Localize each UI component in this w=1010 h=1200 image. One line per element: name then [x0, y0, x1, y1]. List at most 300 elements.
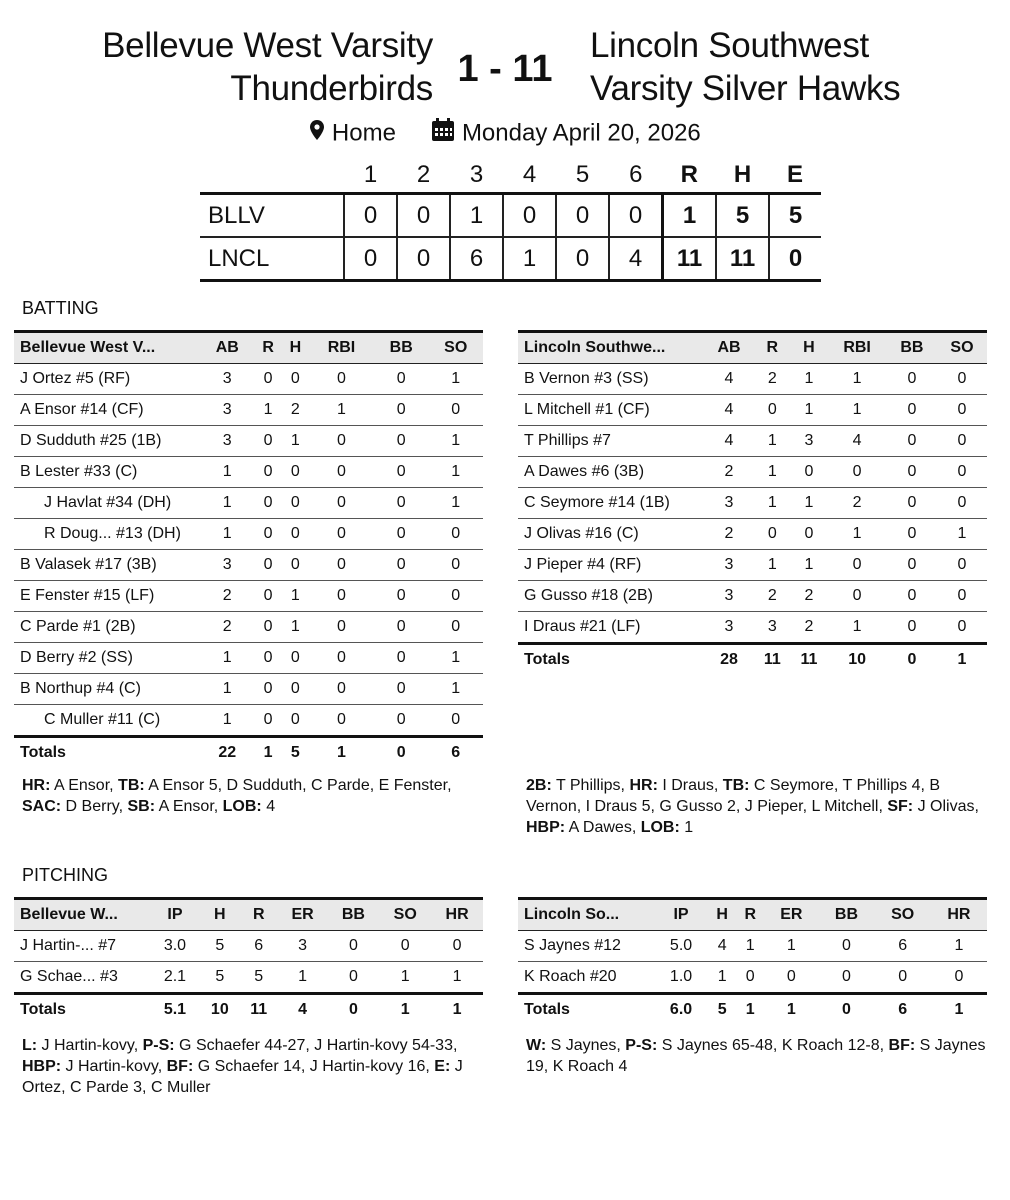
note-text: I Draus, [657, 777, 723, 794]
note-text: A Ensor, [50, 777, 119, 794]
totals-value: 5.1 [150, 994, 200, 1026]
away-team-line2: Thunderbirds [230, 69, 433, 108]
pitcher-row [14, 962, 483, 994]
home-team-line1: Lincoln Southwest [590, 26, 869, 65]
stat-value: 0 [282, 643, 309, 674]
inning-score: 0 [556, 194, 609, 238]
batter-row [14, 612, 483, 643]
note-key: HR: [22, 777, 51, 794]
stat-value: 0 [428, 581, 483, 612]
stat-value: 0 [379, 931, 431, 962]
stat-value: 4 [827, 426, 887, 457]
team-abbrev: BLLV [200, 194, 344, 238]
inning-score: 0 [397, 237, 450, 281]
stat-value: 5 [200, 931, 240, 962]
away-team-name [102, 24, 433, 110]
stat-value: 0 [374, 395, 428, 426]
stat-value: 0 [764, 962, 818, 994]
stat-value: 3 [704, 488, 754, 519]
note-text: S Jaynes 19, K Roach 4 [526, 1037, 986, 1075]
stat-value: 0 [254, 705, 281, 737]
stat-value: 0 [818, 962, 874, 994]
stat-value: 0 [309, 674, 374, 705]
stat-value: 0 [282, 550, 309, 581]
note-text: 4 [261, 798, 276, 815]
player-name: J Hartin-... #7 [14, 931, 150, 962]
note-key: BF: [166, 1058, 194, 1075]
stat-value: 0 [431, 931, 483, 962]
runs-total: 11 [663, 237, 717, 281]
stat-value: 0 [309, 457, 374, 488]
stat-value: 0 [937, 395, 987, 426]
totals-value: 5 [708, 994, 736, 1026]
stat-value: 3 [200, 395, 254, 426]
totals-value: 22 [200, 737, 254, 769]
totals-value: 0 [374, 737, 428, 769]
player-name: B Valasek #17 (3B) [14, 550, 200, 581]
note-key: P-S: [142, 1037, 175, 1054]
stat-value: 3 [704, 550, 754, 581]
stat-value: 1 [708, 962, 736, 994]
batter-row [14, 488, 483, 519]
stat-value: 0 [374, 488, 428, 519]
stat-value: 1.0 [654, 962, 708, 994]
column-header: IP [150, 899, 200, 931]
totals-label: Totals [14, 994, 150, 1026]
inning-score: 1 [503, 237, 556, 281]
errors-total: 0 [769, 237, 821, 281]
column-header: SO [379, 899, 431, 931]
batter-row [518, 550, 987, 581]
stat-value: 0 [827, 581, 887, 612]
note-text: C Seymore, T Phillips 4, B Vernon, I Draus 5, G Gusso 2, J Pieper, L Mitchell, [526, 777, 941, 815]
stat-value: 1 [754, 488, 791, 519]
stat-value: 1 [428, 674, 483, 705]
team-name-header: Lincoln So... [518, 899, 654, 931]
stat-value: 0 [937, 612, 987, 644]
stat-value: 0 [428, 705, 483, 737]
note-text: A Dawes, [565, 819, 641, 836]
stat-value: 1 [428, 488, 483, 519]
stat-value: 0 [374, 457, 428, 488]
column-header: SO [875, 899, 931, 931]
totals-value: 1 [379, 994, 431, 1026]
stat-value: 0 [887, 550, 937, 581]
batter-row [14, 705, 483, 737]
totals-value: 11 [240, 994, 278, 1026]
stat-value: 0 [254, 426, 281, 457]
batter-row [14, 519, 483, 550]
inning-score: 6 [450, 237, 503, 281]
column-header: SO [937, 332, 987, 364]
batter-row [518, 581, 987, 612]
column-header: R [254, 332, 281, 364]
note-key: SAC: [22, 798, 62, 815]
column-header: AB [200, 332, 254, 364]
batter-row [14, 581, 483, 612]
team-name-header: Lincoln Southwe... [518, 332, 704, 364]
stat-value: 3 [791, 426, 828, 457]
inning-header: 6 [629, 161, 643, 188]
stat-value: 0 [254, 519, 281, 550]
inning-score: 0 [503, 194, 556, 238]
totals-value: 0 [328, 994, 380, 1026]
stat-value: 0 [374, 581, 428, 612]
inning-header: 2 [416, 161, 431, 188]
stat-value: 0 [254, 643, 281, 674]
totals-row [518, 644, 987, 676]
note-text: J Olivas, [913, 798, 979, 815]
stat-value: 0 [309, 643, 374, 674]
pitching-table-away [14, 897, 483, 1025]
stat-value: 3 [200, 426, 254, 457]
player-name: J Pieper #4 (RF) [518, 550, 704, 581]
batter-row [14, 364, 483, 395]
game-date: Monday April 20, 2026 [461, 119, 701, 147]
player-name: B Vernon #3 (SS) [518, 364, 704, 395]
stat-value: 1 [200, 457, 254, 488]
note-text: J Ortez, C Parde 3, C Muller [22, 1058, 463, 1096]
note-text: S Jaynes, [546, 1037, 626, 1054]
totals-value: 6.0 [654, 994, 708, 1026]
column-header: R [736, 899, 764, 931]
team-name-header: Bellevue W... [14, 899, 150, 931]
column-header: IP [654, 899, 708, 931]
note-text: J Hartin-kovy, [37, 1037, 143, 1054]
totals-value: 10 [827, 644, 887, 676]
batter-row [14, 643, 483, 674]
batter-row [518, 488, 987, 519]
stat-value: 0 [309, 426, 374, 457]
note-text: G Schaefer 44-27, J Hartin-kovy 54-33, [174, 1037, 458, 1054]
stat-value: 1 [428, 364, 483, 395]
column-header: H [791, 332, 828, 364]
totals-value: 0 [818, 994, 874, 1026]
stat-value: 1 [282, 581, 309, 612]
stat-value: 5 [240, 962, 278, 994]
game-meta [0, 118, 1010, 149]
stat-value: 0 [887, 457, 937, 488]
batting-table-away [14, 330, 483, 768]
note-key: BF: [888, 1037, 916, 1054]
player-name: G Schae... #3 [14, 962, 150, 994]
column-header: ER [764, 899, 818, 931]
totals-label: Totals [518, 644, 704, 676]
pitching-section-title: PITCHING [22, 865, 109, 885]
note-key: W: [526, 1037, 547, 1054]
stat-value: 0 [254, 550, 281, 581]
stat-value: 0 [754, 395, 791, 426]
stat-value: 0 [374, 612, 428, 643]
batter-row [518, 612, 987, 644]
stat-value: 2 [200, 612, 254, 643]
stat-value: 3 [704, 581, 754, 612]
stat-value: 0 [254, 364, 281, 395]
column-header: ER [278, 899, 328, 931]
player-name: A Ensor #14 (CF) [14, 395, 200, 426]
totals-value: 1 [931, 994, 987, 1026]
inning-header: 4 [522, 161, 537, 188]
stat-value: 1 [827, 395, 887, 426]
column-header: H [708, 899, 736, 931]
pitching-notes-home [526, 1035, 991, 1077]
player-name: T Phillips #7 [518, 426, 704, 457]
stat-value: 6 [875, 931, 931, 962]
stat-value: 0 [282, 364, 309, 395]
stat-value: 1 [282, 426, 309, 457]
inning-score: 1 [450, 194, 503, 238]
stat-value: 1 [200, 488, 254, 519]
player-name: C Parde #1 (2B) [14, 612, 200, 643]
stat-value: 0 [328, 931, 380, 962]
stat-value: 0 [374, 674, 428, 705]
pitcher-row [518, 931, 987, 962]
stat-value: 0 [282, 705, 309, 737]
stat-value: 1 [931, 931, 987, 962]
stat-value: 0 [428, 612, 483, 643]
stat-value: 3.0 [150, 931, 200, 962]
pitching-notes-away [22, 1035, 487, 1098]
stat-value: 1 [428, 457, 483, 488]
stat-value: 1 [736, 931, 764, 962]
note-key: HR: [629, 777, 658, 794]
note-key: SB: [127, 798, 156, 815]
note-key: 2B: [526, 777, 552, 794]
batter-row [14, 457, 483, 488]
stat-value: 4 [708, 931, 736, 962]
stat-value: 1 [431, 962, 483, 994]
stat-value: 3 [200, 364, 254, 395]
stat-value: 0 [309, 550, 374, 581]
away-team-line1: Bellevue West Varsity [102, 26, 433, 65]
batting-notes-home [526, 775, 991, 838]
stat-value: 1 [764, 931, 818, 962]
stat-value: 2 [791, 581, 828, 612]
player-name: B Lester #33 (C) [14, 457, 200, 488]
stat-value: 0 [374, 643, 428, 674]
note-key: HBP: [526, 819, 566, 836]
stat-value: 0 [937, 550, 987, 581]
stat-value: 0 [328, 962, 380, 994]
note-text: 1 [679, 819, 694, 836]
stat-header-row [518, 332, 987, 364]
totals-value: 11 [791, 644, 828, 676]
stat-value: 0 [791, 519, 828, 550]
stat-value: 1 [200, 519, 254, 550]
column-header: H [200, 899, 240, 931]
stat-value: 0 [887, 395, 937, 426]
totals-value: 6 [428, 737, 483, 769]
note-key: SF: [887, 798, 914, 815]
inning-score: 0 [344, 237, 397, 281]
column-header: HR [431, 899, 483, 931]
stat-value: 1 [827, 612, 887, 644]
line-score-header [200, 158, 821, 194]
stat-header-row [14, 899, 483, 931]
stat-value: 0 [374, 550, 428, 581]
player-name: S Jaynes #12 [518, 931, 654, 962]
inning-header: 1 [363, 161, 378, 188]
stat-value: 1 [791, 364, 828, 395]
stat-value: 0 [931, 962, 987, 994]
stat-value: 1 [791, 488, 828, 519]
totals-value: 11 [754, 644, 791, 676]
stat-value: 0 [254, 457, 281, 488]
note-text: D Berry, [61, 798, 128, 815]
batter-row [14, 550, 483, 581]
hits-total: 11 [716, 237, 769, 281]
stat-value: 1 [282, 612, 309, 643]
stat-value: 3 [278, 931, 328, 962]
stat-value: 0 [309, 581, 374, 612]
stat-value: 1 [754, 457, 791, 488]
column-header: BB [887, 332, 937, 364]
stat-value: 2 [704, 457, 754, 488]
stat-value: 0 [937, 488, 987, 519]
stat-value: 4 [704, 395, 754, 426]
player-name: B Northup #4 (C) [14, 674, 200, 705]
column-header: BB [818, 899, 874, 931]
player-name: A Dawes #6 (3B) [518, 457, 704, 488]
stat-value: 0 [374, 705, 428, 737]
column-header: HR [931, 899, 987, 931]
stat-value: 1 [791, 550, 828, 581]
stat-value: 2.1 [150, 962, 200, 994]
batter-row [518, 426, 987, 457]
stat-value: 1 [379, 962, 431, 994]
stat-value: 2 [791, 612, 828, 644]
stat-value: 1 [827, 364, 887, 395]
batting-notes-away [22, 775, 472, 817]
stat-value: 5.0 [654, 931, 708, 962]
column-header: R [754, 332, 791, 364]
location-label: Home [331, 119, 396, 147]
stat-value: 2 [704, 519, 754, 550]
totals-row [14, 994, 483, 1026]
player-name: R Doug... #13 (DH) [14, 519, 200, 550]
location-pin-icon [309, 119, 325, 148]
batter-row [518, 364, 987, 395]
stat-value: 0 [875, 962, 931, 994]
stat-value: 0 [937, 457, 987, 488]
player-name: J Ortez #5 (RF) [14, 364, 200, 395]
totals-row [14, 737, 483, 769]
stat-value: 1 [254, 395, 281, 426]
stat-value: 0 [887, 519, 937, 550]
stat-value: 3 [704, 612, 754, 644]
stat-value: 0 [374, 426, 428, 457]
stat-value: 2 [754, 364, 791, 395]
totals-value: 1 [764, 994, 818, 1026]
stat-value: 1 [827, 519, 887, 550]
inning-score: 0 [609, 194, 663, 238]
note-text: A Ensor, [155, 798, 223, 815]
totals-value: 5 [282, 737, 309, 769]
stat-value: 1 [278, 962, 328, 994]
home-team-name [590, 24, 900, 110]
stat-value: 3 [754, 612, 791, 644]
errors-header: E [786, 161, 803, 188]
totals-row [518, 994, 987, 1026]
inning-score: 0 [344, 194, 397, 238]
note-key: LOB: [640, 819, 680, 836]
stat-value: 2 [282, 395, 309, 426]
column-header: AB [704, 332, 754, 364]
totals-value: 0 [887, 644, 937, 676]
player-name: J Olivas #16 (C) [518, 519, 704, 550]
player-name: K Roach #20 [518, 962, 654, 994]
stat-value: 0 [827, 457, 887, 488]
note-text: A Ensor 5, D Sudduth, C Parde, E Fenster, [144, 777, 452, 794]
inning-score: 0 [397, 194, 450, 238]
stat-value: 0 [282, 457, 309, 488]
note-key: LOB: [222, 798, 262, 815]
final-score: 1 - 11 [457, 48, 553, 90]
pitcher-row [14, 931, 483, 962]
stat-value: 0 [254, 488, 281, 519]
note-key: HBP: [22, 1058, 62, 1075]
stat-value: 0 [937, 426, 987, 457]
player-name: G Gusso #18 (2B) [518, 581, 704, 612]
inning-score: 0 [556, 237, 609, 281]
stat-value: 1 [200, 705, 254, 737]
stat-value: 2 [754, 581, 791, 612]
batting-section-title: BATTING [22, 298, 99, 318]
stat-value: 0 [428, 519, 483, 550]
stat-value: 1 [428, 643, 483, 674]
batter-row [518, 395, 987, 426]
column-header: H [282, 332, 309, 364]
inning-score: 4 [609, 237, 663, 281]
inning-header: 3 [469, 161, 484, 188]
stat-value: 0 [282, 488, 309, 519]
stat-value: 0 [374, 364, 428, 395]
stat-value: 0 [374, 519, 428, 550]
stat-value: 1 [791, 395, 828, 426]
game-header [0, 24, 1010, 114]
stat-value: 0 [309, 488, 374, 519]
stat-value: 1 [200, 674, 254, 705]
totals-label: Totals [518, 994, 654, 1026]
totals-value: 28 [704, 644, 754, 676]
stat-value: 1 [428, 426, 483, 457]
stat-value: 1 [309, 395, 374, 426]
note-key: TB: [722, 777, 750, 794]
player-name: L Mitchell #1 (CF) [518, 395, 704, 426]
stat-value: 0 [791, 457, 828, 488]
stat-value: 0 [428, 395, 483, 426]
stat-value: 0 [887, 488, 937, 519]
totals-value: 10 [200, 994, 240, 1026]
batter-row [14, 674, 483, 705]
stat-value: 0 [937, 364, 987, 395]
player-name: C Seymore #14 (1B) [518, 488, 704, 519]
errors-total: 5 [769, 194, 821, 238]
home-team-line2: Varsity Silver Hawks [590, 69, 901, 108]
stat-value: 0 [937, 581, 987, 612]
team-abbrev: LNCL [200, 237, 344, 281]
stat-value: 0 [887, 581, 937, 612]
stat-value: 0 [736, 962, 764, 994]
stat-value: 0 [254, 612, 281, 643]
player-name: D Berry #2 (SS) [14, 643, 200, 674]
note-text: T Phillips, [551, 777, 630, 794]
totals-value: 6 [875, 994, 931, 1026]
stat-value: 0 [887, 426, 937, 457]
stat-value: 5 [200, 962, 240, 994]
totals-value: 4 [278, 994, 328, 1026]
player-name: C Muller #11 (C) [14, 705, 200, 737]
